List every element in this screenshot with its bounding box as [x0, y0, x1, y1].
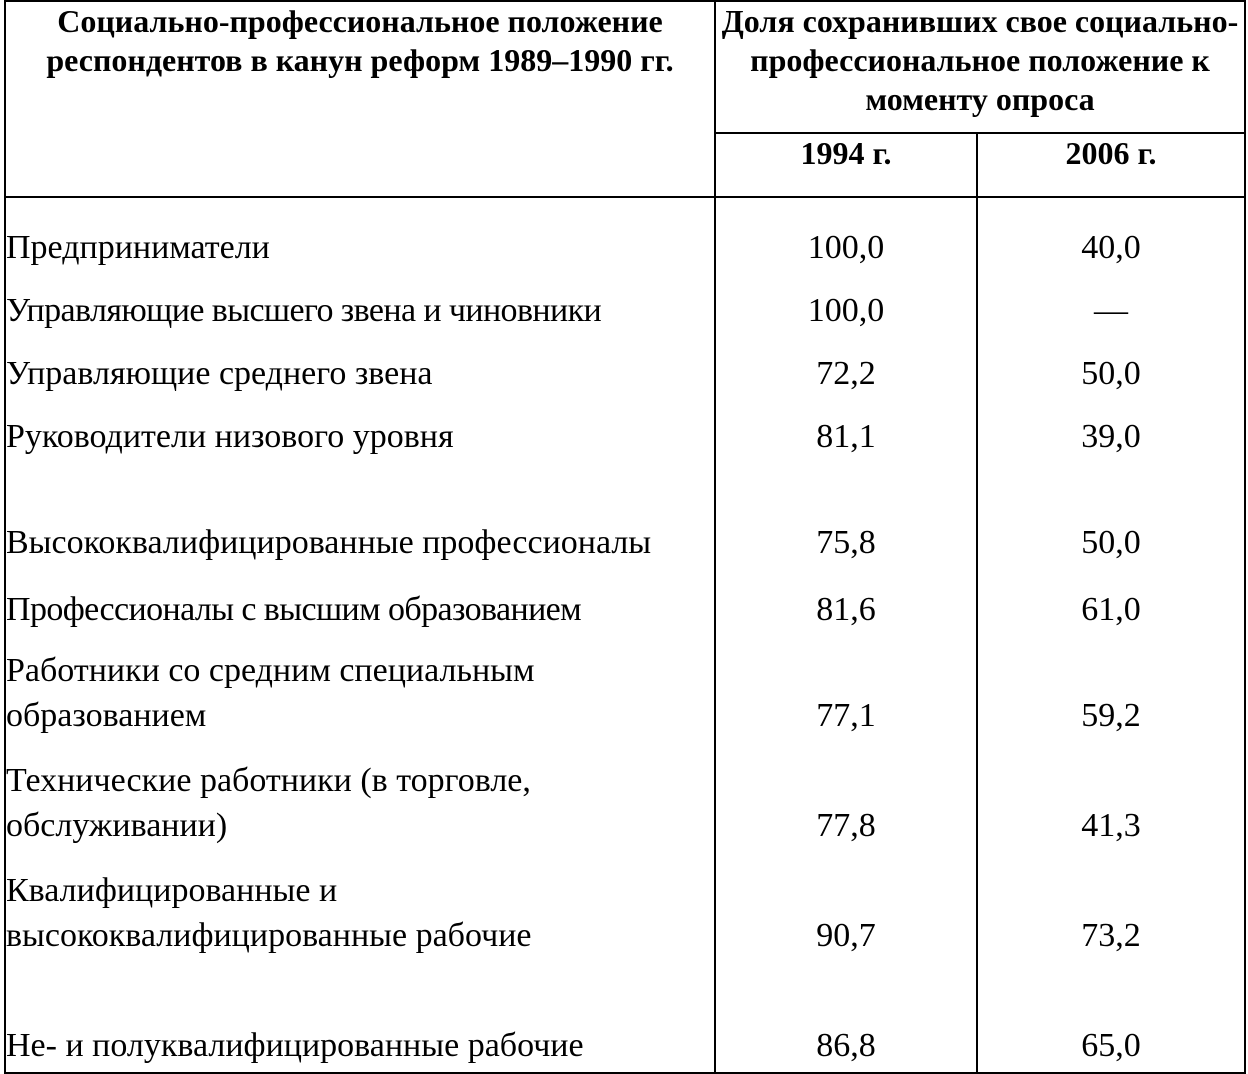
value-1994: 100,0 [715, 197, 977, 270]
row-label: Технические работники (в торговле, обслуживании) [5, 742, 715, 852]
header-social-position: Социально-профессиональное положение респондентов в канун реформ 1989–1990 гг. [5, 1, 715, 197]
table-row [5, 459, 1245, 569]
header-year-1994: 1994 г. [715, 133, 977, 197]
table-row [5, 569, 1245, 632]
row-label: Предприниматели [5, 197, 715, 270]
table-row [5, 962, 1245, 1073]
header-share: Доля сохранивших свое социально-профессиональное положение к моменту опроса [715, 1, 1245, 133]
value-1994: 75,8 [715, 459, 977, 569]
table-row [5, 396, 1245, 459]
value-2006: 40,0 [977, 197, 1245, 270]
table-row [5, 852, 1245, 962]
row-label: Руководители низового уровня [5, 396, 715, 459]
row-label: Работники со средним специальным образованием [5, 632, 715, 742]
value-1994: 81,1 [715, 396, 977, 459]
value-2006: 73,2 [977, 852, 1245, 962]
value-1994: 72,2 [715, 333, 977, 396]
row-label: Профессионалы с высшим образованием [5, 569, 715, 632]
value-2006: 50,0 [977, 333, 1245, 396]
table-row [5, 333, 1245, 396]
value-2006: 65,0 [977, 962, 1245, 1073]
row-label: Высококвалифицированные профессионалы [5, 459, 715, 569]
table-row [5, 742, 1245, 852]
value-2006: — [977, 270, 1245, 333]
row-label: Не- и полуквалифицированные рабочие [5, 962, 715, 1073]
value-1994: 77,1 [715, 632, 977, 742]
value-2006: 50,0 [977, 459, 1245, 569]
header-year-2006: 2006 г. [977, 133, 1245, 197]
row-label: Управляющие высшего звена и чиновники [5, 270, 715, 333]
value-1994: 90,7 [715, 852, 977, 962]
table-row [5, 270, 1245, 333]
value-1994: 81,6 [715, 569, 977, 632]
value-2006: 61,0 [977, 569, 1245, 632]
table-row [5, 632, 1245, 742]
value-2006: 59,2 [977, 632, 1245, 742]
value-2006: 41,3 [977, 742, 1245, 852]
data-table [4, 0, 1246, 1074]
table-row [5, 197, 1245, 270]
value-1994: 100,0 [715, 270, 977, 333]
value-1994: 86,8 [715, 962, 977, 1073]
row-label: Квалифицированные и высококвалифицированные рабочие [5, 852, 715, 962]
value-1994: 77,8 [715, 742, 977, 852]
row-label: Управляющие среднего звена [5, 333, 715, 396]
value-2006: 39,0 [977, 396, 1245, 459]
